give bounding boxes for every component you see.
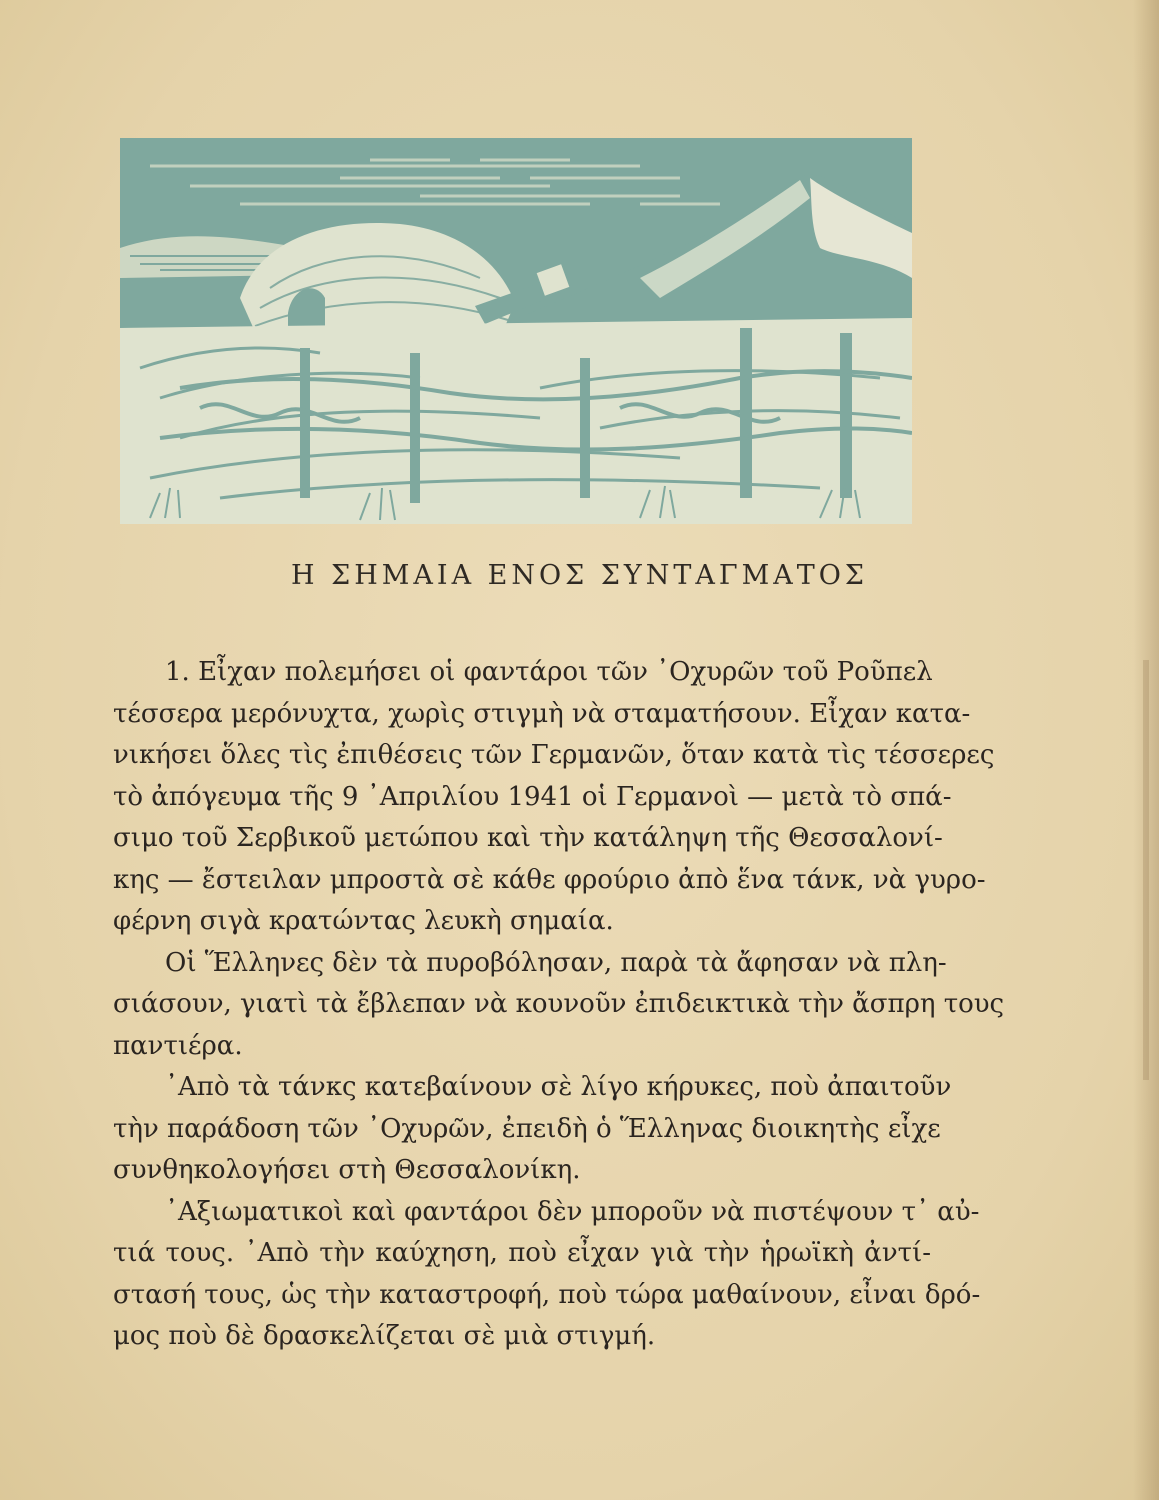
text-line: σιάσουν, γιατὶ τὰ ἔβλεπαν νὰ κουνοῦν ἐπιδεικτικὰ τὴν ἄσπρη τους xyxy=(113,989,1005,1019)
chapter-title: Η ΣΗΜΑΙΑ ΕΝΟΣ ΣΥΝΤΑΓΜΑΤΟΣ xyxy=(291,560,868,591)
text-line: τὴν παράδοση τῶν ᾿Οχυρῶν, ἐπειδὴ ὁ Ἕλληνας διοικητὴς εἶχε xyxy=(113,1113,941,1144)
text-line: μος ποὺ δὲ δρασκελίζεται σὲ μιὰ στιγμή. xyxy=(113,1321,656,1351)
paragraph-3 xyxy=(113,1067,952,1192)
text-line: ᾿Απὸ τὰ τάνκς κατεβαίνουν σὲ λίγο κήρυκες, ποὺ ἀπαιτοῦν xyxy=(165,1072,952,1102)
text-line: τιά τους. ᾿Απὸ τὴν καύχηση, ποὺ εἶχαν γιὰ τὴν ἡρωϊκὴ ἀντί- xyxy=(113,1238,931,1268)
paragraph-4 xyxy=(113,1192,981,1358)
text-line: παντιέρα. xyxy=(113,1030,243,1061)
paragraph-2 xyxy=(113,943,1005,1068)
text-line: Οἱ Ἕλληνες δὲν τὰ πυροβόλησαν, παρὰ τὰ ἄφησαν νὰ πλη- xyxy=(165,947,947,978)
body-text xyxy=(113,652,1005,1358)
text-line: φέρνη σιγὰ κρατώντας λευκὴ σημαία. xyxy=(113,906,614,936)
woodcut-illustration xyxy=(120,138,912,524)
text-line: στασή τους, ὡς τὴν καταστροφή, ποὺ τώρα μαθαίνουν, εἶναι δρό- xyxy=(113,1279,981,1310)
text-line: τὸ ἀπόγευμα τῆς 9 ᾿Απριλίου 1941 οἱ Γερμανοὶ — μετὰ τὸ σπά- xyxy=(113,781,952,812)
text-line: νικήσει ὅλες τὶς ἐπιθέσεις τῶν Γερμανῶν, ὅταν κατὰ τὶς τέσσερες xyxy=(113,740,995,770)
text-line: ᾿Αξιωματικοὶ καὶ φαντάροι δὲν μποροῦν νὰ πιστέψουν τ᾿ αὐ- xyxy=(165,1196,980,1227)
text-line: 1. Εἶχαν πολεμήσει οἱ φαντάροι τῶν ᾿Οχυρῶν τοῦ Ροῦπελ xyxy=(165,657,933,687)
text-line: τέσσερα μερόνυχτα, χωρὶς στιγμὴ νὰ σταματήσουν. Εἶχαν κατα- xyxy=(113,698,971,729)
binding-mark xyxy=(1143,660,1149,1080)
paragraph-1 xyxy=(113,652,995,943)
text-line: κης — ἔστειλαν μπροστὰ σὲ κάθε φρούριο ἀπὸ ἕνα τάνκ, νὰ γυρο- xyxy=(113,864,986,895)
text-line: σιμο τοῦ Σερβικοῦ μετώπου καὶ τὴν κατάληψη τῆς Θεσσαλονί- xyxy=(113,823,943,853)
text-line: συνθηκολογήσει στὴ Θεσσαλονίκη. xyxy=(113,1155,581,1185)
